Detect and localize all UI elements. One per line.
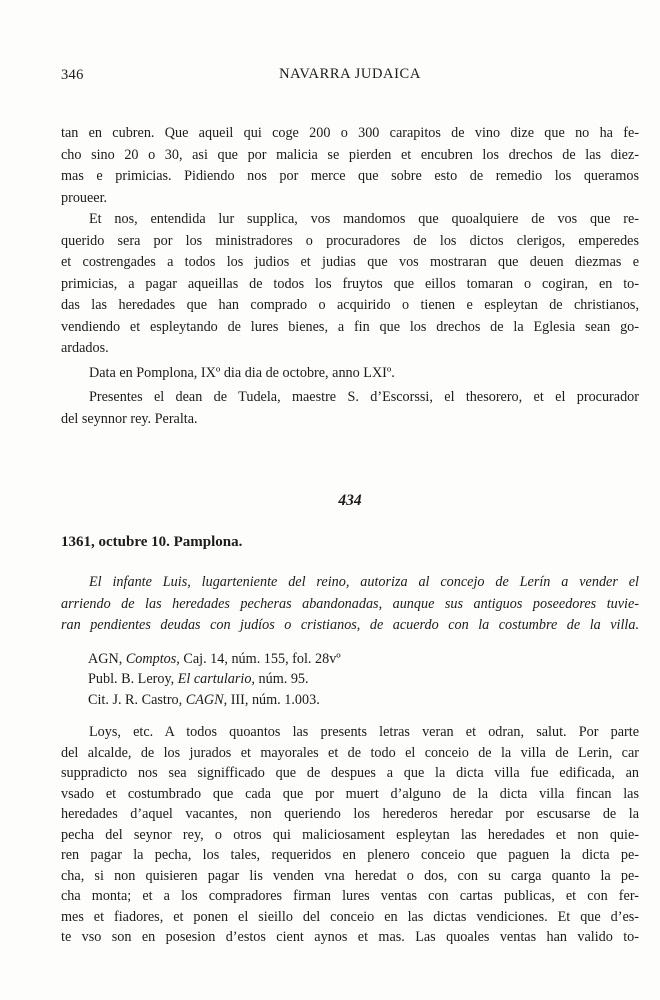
text-line: cha monta; et a los compradores firman lures ventas con cartas publicas, et con fer- <box>61 888 639 904</box>
entry-number: 434 <box>338 492 362 509</box>
text-segment-italic: Comptos, <box>125 650 180 667</box>
text-line: et costrengades a todos los judios et judias que vos mostraran que deuen diezmas e <box>61 254 639 270</box>
text-line: Presentes el dean de Tudela, maestre S. d’Escorssi, el thesorero, et el procurador <box>89 389 639 405</box>
text-line: El infante Luis, lugarteniente del reino, autoriza al concejo de Lerín a vender el <box>89 574 639 590</box>
entry-summary <box>61 572 639 637</box>
text-line: vsado et costumbrado que cada que por muert d’alguno de la dicta villa fincan las <box>61 785 639 802</box>
paragraph-transcription <box>61 722 639 948</box>
running-head-title: NAVARRA JUDAICA <box>279 66 421 82</box>
paragraph-dateline <box>61 363 639 385</box>
text-segment: Caj. 14, núm. 155, fol. 28vº <box>179 650 341 667</box>
text-segment: AGN, <box>88 650 126 667</box>
text-line: ardados. <box>61 340 109 356</box>
text-line: Et nos, entendida lur supplica, vos mandomos que quoalquiere de vos que re- <box>89 211 639 227</box>
text-line: heredades d’aquel vacantes, non queriendo los herederos heredar por escusarse de la <box>61 806 639 822</box>
text-line: das las heredades que han comprado o acquirido o tienen e espleytan de christianos, <box>61 297 639 313</box>
text-line: vendiendo et espleytando de lures bienes, a fin que los drechos de la Eglesia sean go- <box>61 318 639 335</box>
text-line: cha, si non quisieren pagar lis venden vna heredat o dos, con su carga quanto la pe- <box>61 867 639 884</box>
text-line: Loys, etc. A todos quoantos las presents letras veran et odran, salut. Por parte <box>89 724 639 740</box>
text-line: cho sino 20 o 30, asi que por malicia se pierden et encubren los drechos de las diez- <box>61 146 639 163</box>
text-block <box>61 123 639 948</box>
text-line: mes et fiadores, et ponen el sieillo del conceio en las dictas vendiciones. Et que d’es- <box>61 908 639 925</box>
reference-line-citation <box>88 690 639 711</box>
text-line: Data en Pomplona, IXº dia dia de octobre, anno LXIº. <box>89 364 395 381</box>
paragraph-witnesses <box>61 387 639 430</box>
text-line: del alcalde, de los jurados et mayorales et de todo el conceio de la villa de Lerin, car <box>61 744 639 761</box>
references-block <box>61 649 639 711</box>
text-line: suppradicto nos sea signifficado que de despues a que la dicta villa fue edificada, an <box>61 765 639 781</box>
paragraph-continuation <box>61 123 639 209</box>
text-segment: Publ. B. Leroy, <box>88 671 178 687</box>
text-segment: núm. 95. <box>254 671 309 687</box>
text-line: primicias, a pagar aqueillas de todos los fruytos que eillos tomaran o cogiran, en to- <box>61 275 639 292</box>
text-segment: III, núm. 1.003. <box>227 691 320 708</box>
paragraph-mandate <box>61 209 639 360</box>
text-line: proueer. <box>61 189 108 206</box>
text-line: querido sera por los ministradores o procuradores de los dictos clerigos, emperedes <box>61 232 639 249</box>
text-line: pecha del seynor rey, o otros qui maliciosament espleytan las heredades et non quie- <box>61 826 639 843</box>
text-line: del seynnor rey. Peralta. <box>61 410 198 427</box>
text-line: te vso son en posesion d’estos cient aynos et mas. Las quoales ventas han valido to- <box>61 929 639 945</box>
entry-date-heading: 1361, octubre 10. Pamplona. <box>61 533 243 550</box>
reference-line-archive <box>88 649 639 670</box>
text-line: arriendo de las heredades pecheras abandonadas, aunque sus antiguos poseedores tuvie- <box>61 595 639 612</box>
text-segment: Cit. J. R. Castro, <box>88 691 186 708</box>
text-line: mas e primicias. Pidiendo nos por merce que sobre esto de remedio los queramos <box>61 168 639 184</box>
running-header <box>61 66 639 86</box>
text-line: ren pagar la pecha, los tales, requeridos en plenero conceio que paguen la dicta pe- <box>61 847 639 863</box>
text-segment-italic: CAGN, <box>185 691 228 708</box>
reference-line-publication <box>88 669 639 690</box>
text-line: ran pendientes deudas con judíos o cristianos, de acuerdo con la costumbre de la villa. <box>61 617 639 633</box>
text-segment-italic: El cartulario, <box>177 671 255 687</box>
text-line: tan en cubren. Que aqueil qui coge 200 o 300 carapitos de vino dize que no ha fe- <box>61 125 639 141</box>
page-number: 346 <box>61 67 84 83</box>
